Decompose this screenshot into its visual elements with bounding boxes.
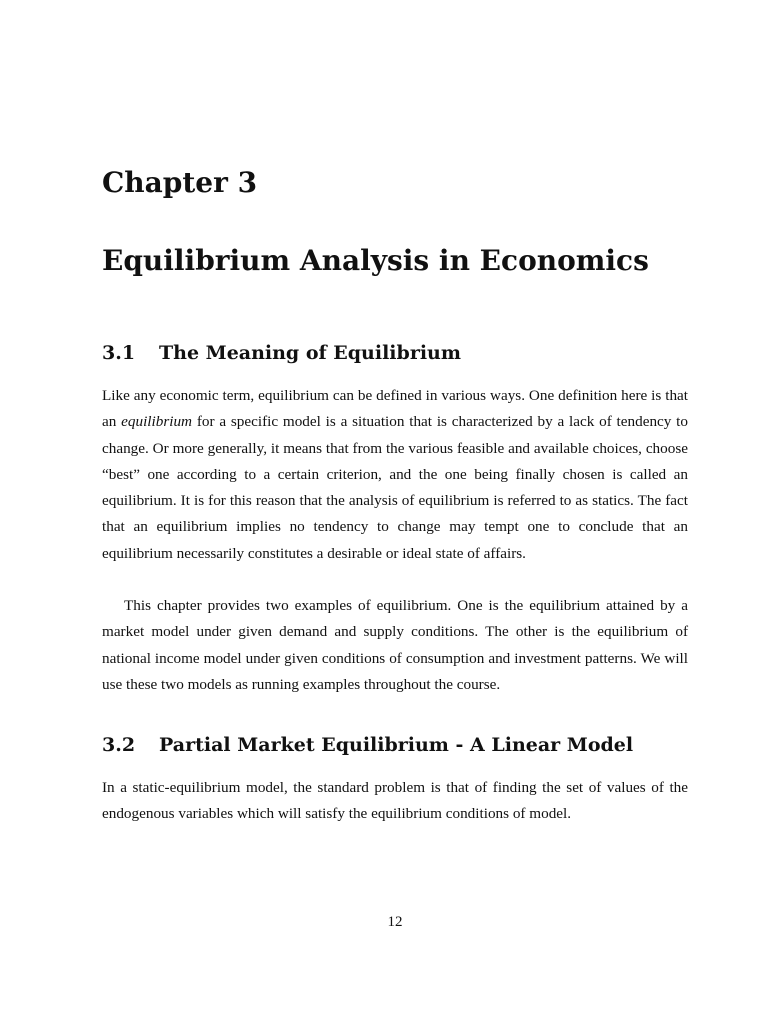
section-title: The Meaning of Equilibrium — [159, 342, 461, 364]
section-heading-3-1 — [102, 339, 461, 367]
section-number: 3.2 — [102, 734, 136, 756]
section-number: 3.1 — [102, 342, 136, 364]
body-paragraph: This chapter provides two examples of equilibrium. One is the equilibrium attained by a market model under given demand and supply conditions. The other is the equilibrium of national income model under given conditions of consumption and investment patterns. We will use these two models as running examples throughout the course. — [102, 597, 688, 693]
body-paragraph: In a static-equilibrium model, the standard problem is that of finding the set of values of the endogenous variables which will satisfy the equilibrium conditions of model. — [102, 779, 688, 823]
emphasized-term: equilibrium — [121, 413, 193, 431]
chapter-label: Chapter 3 — [102, 166, 258, 199]
chapter-title: Equilibrium Analysis in Economics — [102, 244, 649, 277]
paragraph-text: for a specific model is a situation that is characterized by a lack of tendency to change. Or more generally, it means that from the various feasible and available choices, choose “best” one according to a certain criterion, and the one being finally chosen is called an equilibrium. It is for this reason that the analysis of equilibrium is referred to as statics. The fact that an equilibrium implies no tendency to change may tempt one to conclude that an equilibrium necessarily constitutes a desirable or ideal state of affairs. — [102, 413, 688, 562]
paragraph-text: Like any economic term, equilibrium can be defined in various ways. One definition here is that an — [102, 387, 688, 431]
section-title: Partial Market Equilibrium - A Linear Model — [159, 734, 634, 756]
body-paragraph — [102, 383, 688, 567]
section-heading-3-2 — [102, 731, 633, 759]
page-number: 12 — [387, 914, 403, 930]
